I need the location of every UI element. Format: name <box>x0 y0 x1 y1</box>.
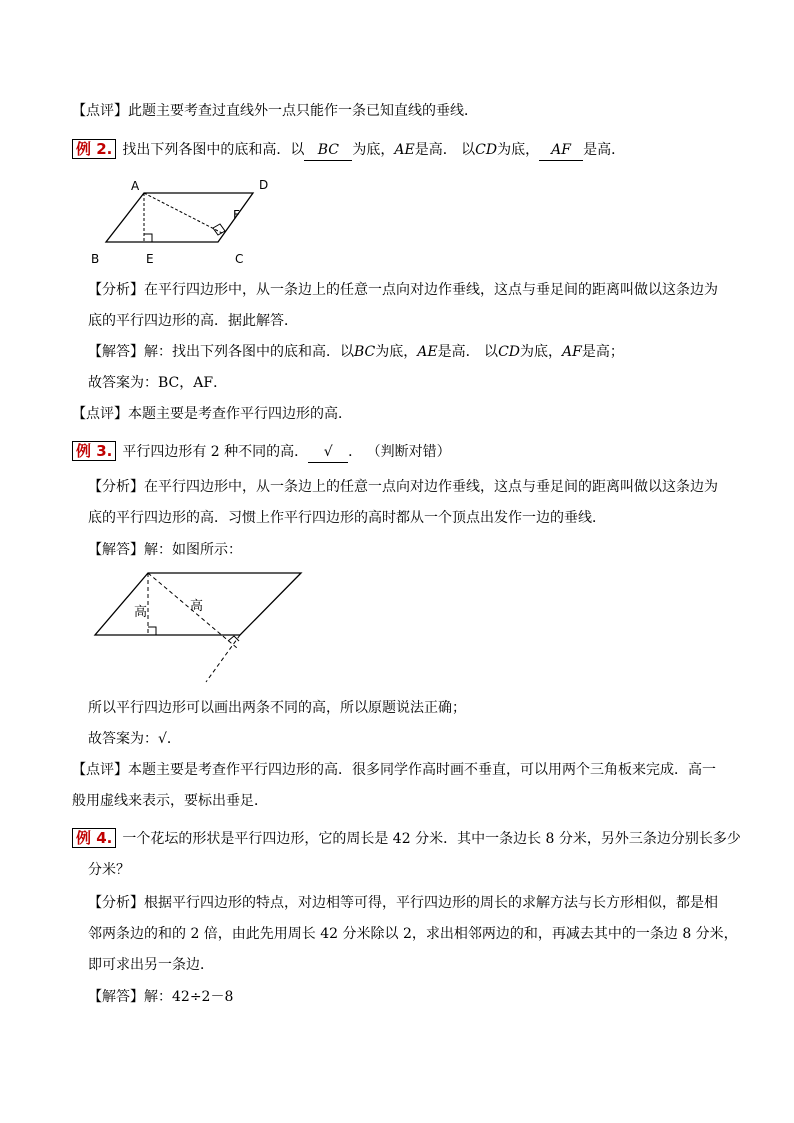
answer-tag: 【解答】 <box>88 989 144 1005</box>
question-text: 平行四边形有 2 种不同的高． <box>122 444 309 460</box>
answer-text: 解：42÷2－8 <box>144 989 234 1005</box>
comment-line: 般用虚线来表示，要标出垂足． <box>72 793 268 809</box>
answer-text: 为底， <box>375 344 418 360</box>
answer-blank: AF <box>539 140 583 161</box>
conclusion-line: 所以平行四边形可以画出两条不同的高，所以原题说法正确； <box>88 700 466 716</box>
analysis-tag: 【分析】 <box>88 895 144 911</box>
example-label: 例 3. <box>72 441 116 461</box>
example-label: 例 2. <box>72 139 116 159</box>
analysis-line: 即可求出另一条边． <box>88 957 214 973</box>
math-var: CD <box>498 344 520 360</box>
question-line: 分米？ <box>88 862 130 878</box>
parallelogram-figure-1 <box>85 172 285 267</box>
analysis-text: 在平行四边形中，从一条边上的任意一点向对边作垂线，这点与垂足间的距离叫做以这条边为 <box>144 282 718 298</box>
analysis-text: 根据平行四边形的特点，对边相等可得，平行四边形的周长的求解方法与长方形相似，都是相 <box>144 895 718 911</box>
analysis-line <box>88 311 298 331</box>
analysis-line <box>88 508 606 528</box>
analysis-line: 邻两条边的和的 2 倍，由此先用周长 42 分米除以 2，求出相邻两边的和，再减去其中的一条边 8 分米， <box>88 926 738 942</box>
example-3-question <box>72 441 451 463</box>
height-label: 高 <box>134 605 148 620</box>
math-var: AE <box>417 344 438 360</box>
vertex-label-e: E <box>146 252 154 266</box>
example-label: 例 4. <box>72 828 116 848</box>
answer-tag: 【解答】 <box>88 542 144 558</box>
answer-line <box>88 540 242 560</box>
height-label: 高 <box>190 599 204 614</box>
analysis-text: 底的平行四边形的高．据此解答． <box>88 313 298 329</box>
question-text: 找出下列各图中的底和高．以 <box>122 142 305 158</box>
vertex-label-f: F <box>233 208 240 222</box>
comment-line <box>72 404 352 424</box>
question-text: ． （判断对错） <box>348 444 451 460</box>
analysis-text: 在平行四边形中，从一条边上的任意一点向对边作垂线，这点与垂足间的距离叫做以这条边为 <box>144 479 718 495</box>
answer-text: 为底， <box>520 344 562 360</box>
analysis-text: 底的平行四边形的高．习惯上作平行四边形的高时都从一个顶点出发作一边的垂线． <box>88 510 606 526</box>
example-4-question <box>72 828 741 849</box>
comment-tag: 【点评】 <box>72 103 128 119</box>
math-var: AE <box>394 142 415 158</box>
comment-1 <box>72 101 478 121</box>
final-answer: 故答案为：√． <box>88 731 181 747</box>
math-var: AF <box>562 344 582 360</box>
answer-line <box>88 987 233 1007</box>
answer-text: 解：如图所示： <box>144 542 242 558</box>
answer-text: 是高； <box>581 344 624 360</box>
question-text: 一个花坛的形状是平行四边形，它的周长是 42 分米．其中一条边长 8 分米，另外三条边分别长多少 <box>122 831 741 847</box>
comment-text: 此题主要考查过直线外一点只能作一条已知直线的垂线． <box>128 103 478 119</box>
answer-blank: √ <box>308 442 348 463</box>
comment-tag: 【点评】 <box>72 762 128 778</box>
comment-text: 本题主要是考查作平行四边形的高．很多同学作高时画不垂直，可以用两个三角板来完成．高一 <box>128 762 716 778</box>
answer-tag: 【解答】 <box>88 344 144 360</box>
answer-blank: BC <box>304 140 352 161</box>
question-text: 为底， <box>497 142 540 158</box>
vertex-label-a: A <box>131 179 140 193</box>
question-text: 是高． <box>583 142 626 158</box>
math-var: CD <box>475 142 498 158</box>
parallelogram-figure-2 <box>90 568 305 686</box>
comment-line <box>72 760 716 780</box>
comment-tag: 【点评】 <box>72 406 128 422</box>
answer-text: 解：找出下列各图中的底和高．以 <box>144 344 354 360</box>
answer-text: 是高． 以 <box>437 344 499 360</box>
analysis-tag: 【分析】 <box>88 479 144 495</box>
vertex-label-b: B <box>91 252 100 266</box>
analysis-line <box>88 477 718 497</box>
question-text: 是高． 以 <box>414 142 476 158</box>
question-text: 为底， <box>352 142 395 158</box>
math-var: BC <box>354 344 376 360</box>
example-2-question <box>72 139 625 161</box>
analysis-tag: 【分析】 <box>88 282 144 298</box>
final-answer: 故答案为：BC，AF． <box>88 375 228 391</box>
vertex-label-c: C <box>235 252 244 266</box>
analysis-line <box>88 893 718 913</box>
answer-line <box>88 342 624 362</box>
vertex-label-d: D <box>259 178 269 192</box>
comment-text: 本题主要是考查作平行四边形的高． <box>128 406 352 422</box>
analysis-line <box>88 280 718 300</box>
